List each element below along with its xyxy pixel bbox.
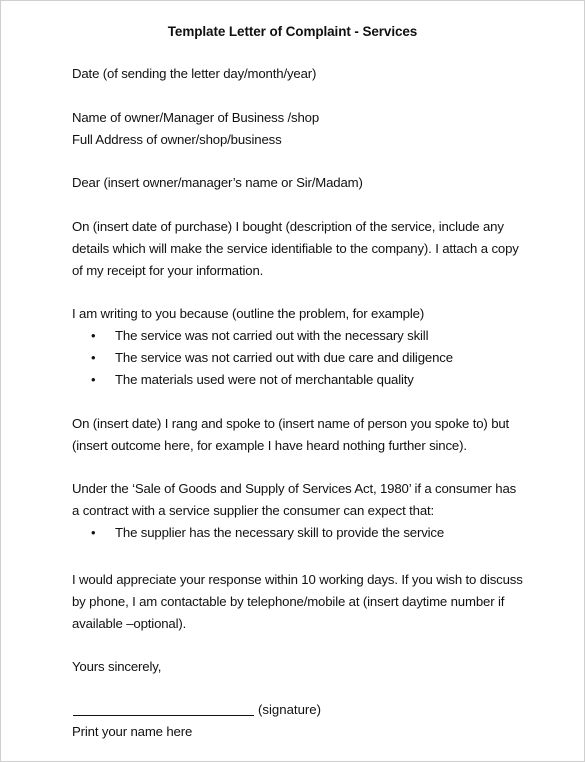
expectation-item: The supplier has the necessary skill to provide the service bbox=[115, 525, 445, 540]
signature-label: (signature) bbox=[258, 702, 322, 717]
document-title: Template Letter of Complaint - Services bbox=[167, 24, 418, 39]
para5-line2: by phone, I am contactable by telephone/mobile at (insert daytime number if bbox=[72, 594, 505, 609]
problem-item: The service was not carried out with due care and diligence bbox=[115, 350, 453, 365]
bullet-icon: • bbox=[91, 525, 96, 540]
para1-line3: of my receipt for your information. bbox=[72, 263, 264, 278]
signature-line bbox=[73, 715, 254, 716]
bullet-icon: • bbox=[91, 372, 96, 387]
para4-line2: a contract with a service supplier the consumer can expect that: bbox=[72, 503, 435, 518]
recipient-address: Full Address of owner/shop/business bbox=[72, 132, 282, 147]
salutation: Dear (insert owner/manager’s name or Sir/Madam) bbox=[72, 175, 363, 190]
closing: Yours sincerely, bbox=[72, 659, 162, 674]
para4-line1: Under the ‘Sale of Goods and Supply of Services Act, 1980’ if a consumer has bbox=[72, 481, 517, 496]
para3-line1: On (insert date) I rang and spoke to (insert name of person you spoke to) but bbox=[72, 416, 510, 431]
recipient-name: Name of owner/Manager of Business /shop bbox=[72, 110, 320, 125]
para5-line3: available –optional). bbox=[72, 616, 187, 631]
problem-item: The service was not carried out with the necessary skill bbox=[115, 328, 429, 343]
bullet-icon: • bbox=[91, 350, 96, 365]
para3-line2: (insert outcome here, for example I have heard nothing further since). bbox=[72, 438, 467, 453]
para1-line2: details which will make the service identifiable to the company). I attach a copy bbox=[72, 241, 519, 256]
date-line: Date (of sending the letter day/month/year) bbox=[72, 66, 317, 81]
para2-intro: I am writing to you because (outline the problem, for example) bbox=[72, 306, 425, 321]
para1-line1: On (insert date of purchase) I bought (description of the service, include any bbox=[72, 219, 504, 234]
problem-item: The materials used were not of merchantable quality bbox=[115, 372, 414, 387]
print-name: Print your name here bbox=[72, 724, 193, 739]
para5-line1: I would appreciate your response within 10 working days. If you wish to discuss bbox=[72, 572, 523, 587]
bullet-icon: • bbox=[91, 328, 96, 343]
